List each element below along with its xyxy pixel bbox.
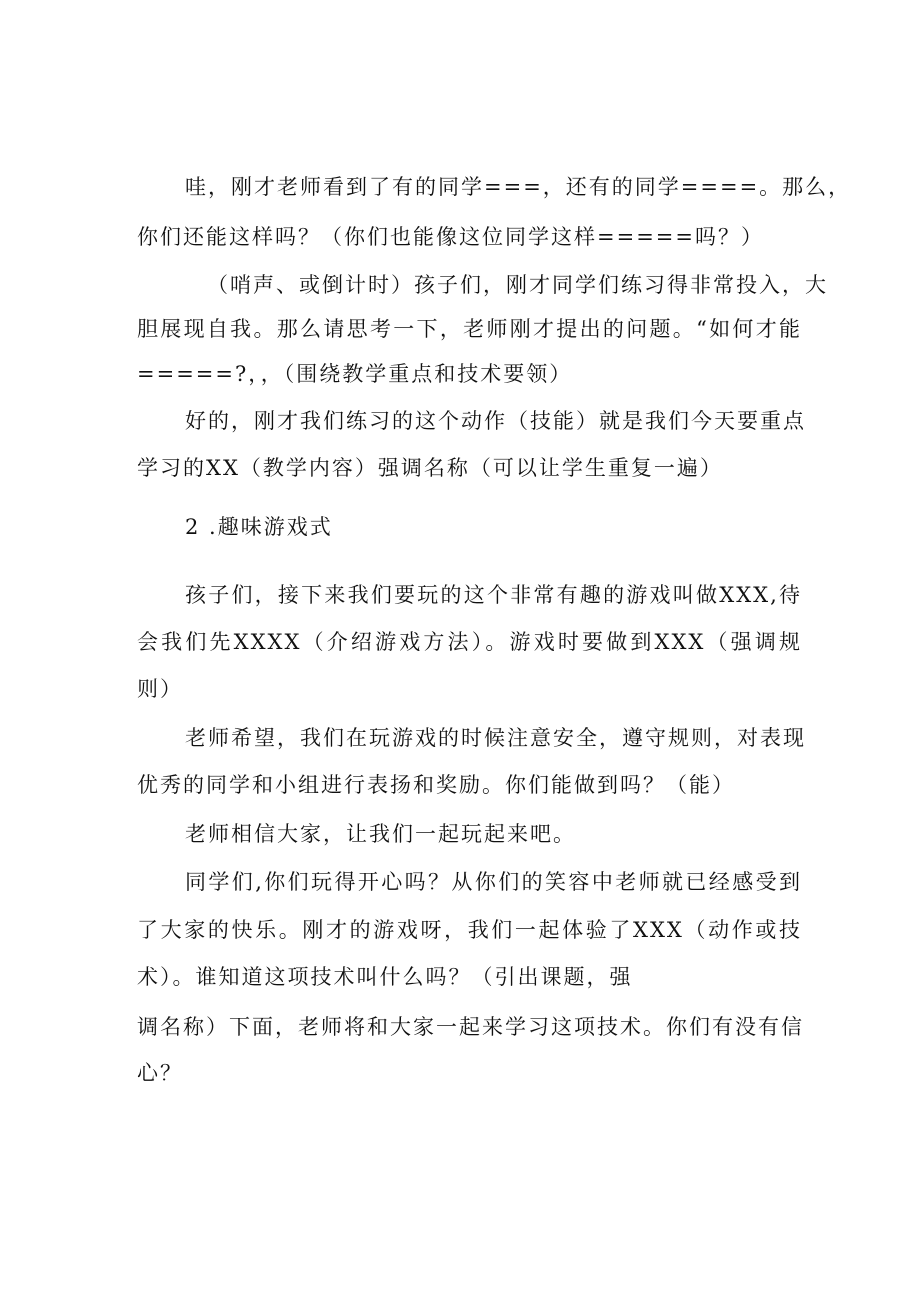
paragraph-6-line-1: 老师相信大家，让我们一起玩起来吧。 [185, 822, 576, 846]
paragraph-5-line-1: 老师希望，我们在玩游戏的时候注意安全，遵守规则，对表现 [185, 726, 806, 750]
paragraph-3-line-1: 好的，刚才我们练习的这个动作（技能）就是我们今天要重点 [185, 409, 806, 433]
paragraph-7-line-2: 了大家的快乐。刚才的游戏呀，我们一起体验了XXX（动作或技 [137, 918, 802, 942]
paragraph-7-line-1: 同学们,你们玩得开心吗？从你们的笑容中老师就已经感受到 [185, 870, 802, 894]
paragraph-4-line-1: 孩子们，接下来我们要玩的这个非常有趣的游戏叫做XXX,待 [185, 583, 802, 607]
paragraph-2-line-3: =====?，，（围绕教学重点和技术要领） [137, 362, 573, 386]
paragraph-7-line-5: 心？ [137, 1061, 183, 1085]
paragraph-1-line-1: 哇，刚才老师看到了有的同学===，还有的同学====。那么， [185, 175, 852, 199]
paragraph-7-line-3: 术）。谁知道这项技术叫什么吗？（引出课题，强 [137, 965, 633, 989]
paragraph-7-line-4: 调名称）下面，老师将和大家一起来学习这项技术。你们有没有信 [137, 1015, 804, 1039]
paragraph-4-line-2: 会我们先XXXX（介绍游戏方法）。游戏时要做到XXX（强调规 [137, 630, 802, 654]
paragraph-4-line-3: 则） [137, 677, 183, 701]
paragraph-3-line-2: 学习的XX（教学内容）强调名称（可以让学生重复一遍） [137, 456, 723, 480]
section-heading: 2 .趣味游戏式 [185, 515, 333, 539]
paragraph-1-line-2: 你们还能这样吗？（你们也能像这位同学这样=====吗？） [137, 225, 764, 249]
paragraph-2-line-2: 胆展现自我。那么请思考一下，老师刚才提出的问题。“如何才能 [137, 317, 802, 341]
paragraph-2-line-1: （哨声、或倒计时）孩子们，刚才同学们练习得非常投入，大 [207, 273, 828, 297]
paragraph-5-line-2: 优秀的同学和小组进行表扬和奖励。你们能做到吗？（能） [137, 773, 735, 797]
